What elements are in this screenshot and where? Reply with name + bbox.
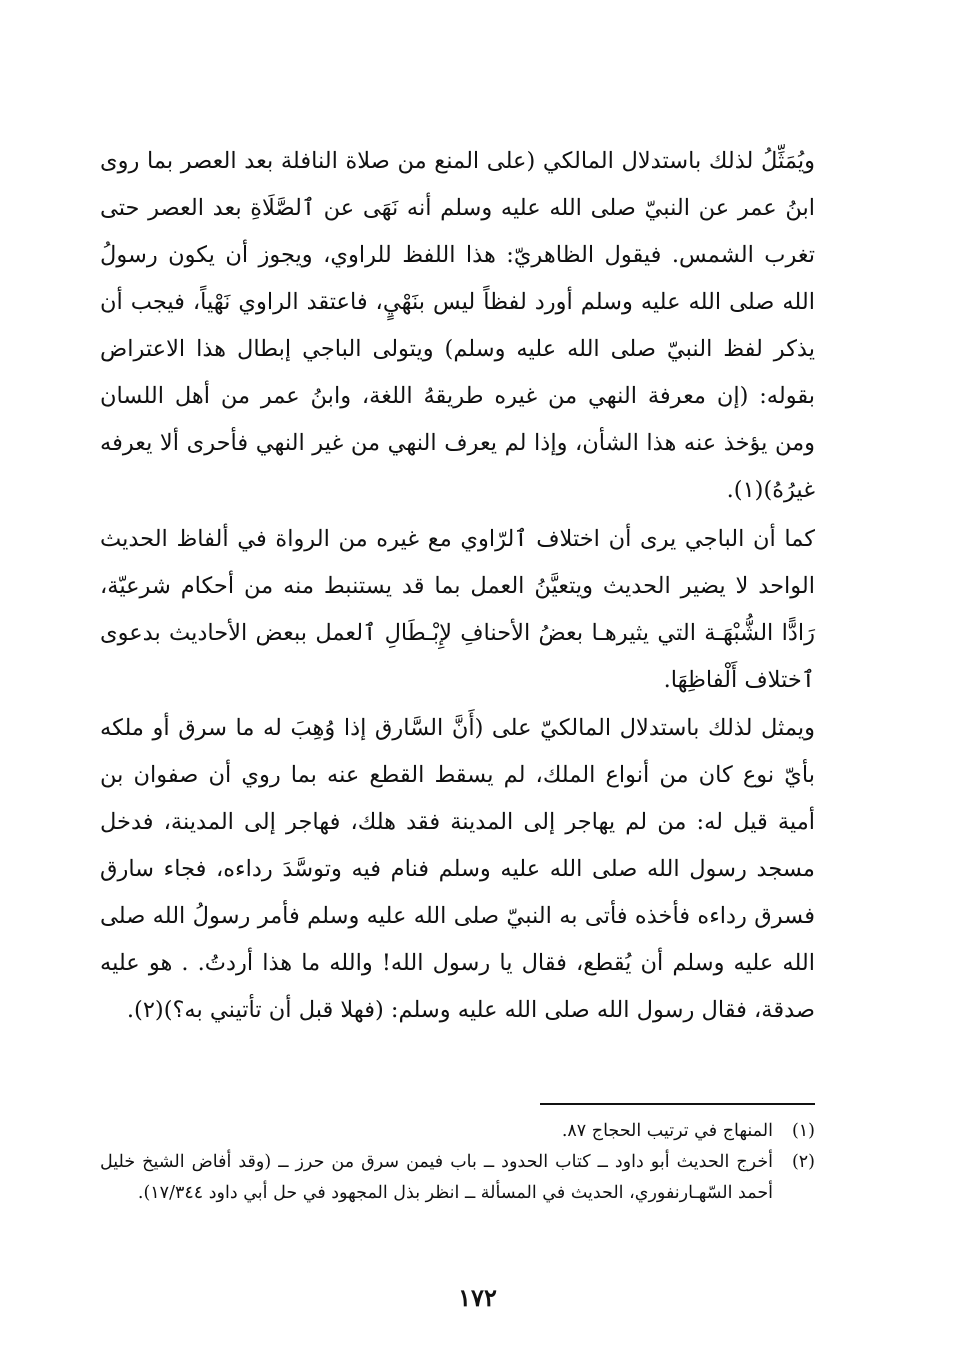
- footnote-1-number: (١): [791, 1121, 815, 1141]
- page-number: ١٧٢: [458, 1283, 497, 1312]
- footnote-2-number: (٢): [791, 1152, 815, 1172]
- footnote-1-text: المنهاج في ترتيب الحجاج ٨٧.: [561, 1121, 773, 1141]
- body-paragraph-2: كما أن الباجي يرى أن اختلاف ٱلرّاوي مع غيره من الرواة في ألفاظ الحديث الواحد لا يضير الحديث ويتعيَّنُ العمل بما قد يستنبط منه من أحكام شرعيّة، رَادًّا الشُّبْهَـة التي يثيرهـا بعضُ الأحنافِ لإِبْـطَالِ ٱلعمل ببعض الأحاديث بدعوى ٱختلاف أَلْفاظِهَا.: [100, 526, 815, 693]
- body-paragraph-1: ويُمَثِّلُ لذلك باستدلال المالكي (على المنع من صلاة النافلة بعد العصر بما روى ابنُ عمر عن النبيّ صلى الله عليه وسلم أنه نَهَى عن ٱلصَّلَاةِ بعد العصر حتى تغرب الشمس. فيقول الظاهريّ: هذا اللفظ للراوي، ويجوز أن يكون رسولُ الله صلى الله عليه وسلم أورد لفظاً ليس بنَهْيٍ، فاعتقد الراوي نَهْياً، فيجب أن يذكر لفظ النبيّ صلى الله عليه وسلم) ويتولى الباجي إبطال هذا الاعتراض بقوله: (إن معرفة النهي من غيره طريقهُ اللغة، وابنُ عمر من أهل اللسان ومن يؤخذ عنه هذا الشأن، وإذا لم يعرف النهي من غير النهي فأحرى ألا يعرفه غيرُهُ)(١).: [100, 148, 815, 503]
- footnote-2: [100, 1147, 815, 1209]
- footnote-2-text: أخرج الحديث أبو داود ــ كتاب الحدود ــ باب فيمن سرق من حرز ــ (وقد أفاض الشيخ خليل أحمد السّهـارنفوري، الحديث في المسألة ــ انظر بذل المجهود في حل أبي داود ١٧/٣٤٤).: [100, 1152, 773, 1203]
- footnote-separator: [540, 1103, 815, 1105]
- footnote-1: [100, 1116, 815, 1147]
- body-paragraph-3: ويمثل لذلك باستدلال المالكيّ على (أَنَّ السَّارق إذا وُهِبَ له ما سرق أو ملكه بأيّ نوع كان من أنواع الملك، لم يسقط القطع عنه بما روي أن صفوان بن أمية قيل له: من لم يهاجر إلى المدينة فقد هلك، فهاجر إلى المدينة، فدخل مسجد رسول الله صلى الله عليه وسلم فنام فيه وتوسَّدَ رداءه، فجاء سارق فسرق رداءه فأخذه فأتى به النبيّ صلى الله عليه وسلم فأمر رسولُ الله صلى الله عليه وسلم أن يُقطع، فقال يا رسول الله! والله ما هذا أردتُ. . هو عليه صدقة، فقال رسول الله صلى الله عليه وسلم: (فهلا قبل أن تأتيني به؟)(٢).: [100, 715, 815, 1023]
- footnotes-list: [100, 1116, 815, 1209]
